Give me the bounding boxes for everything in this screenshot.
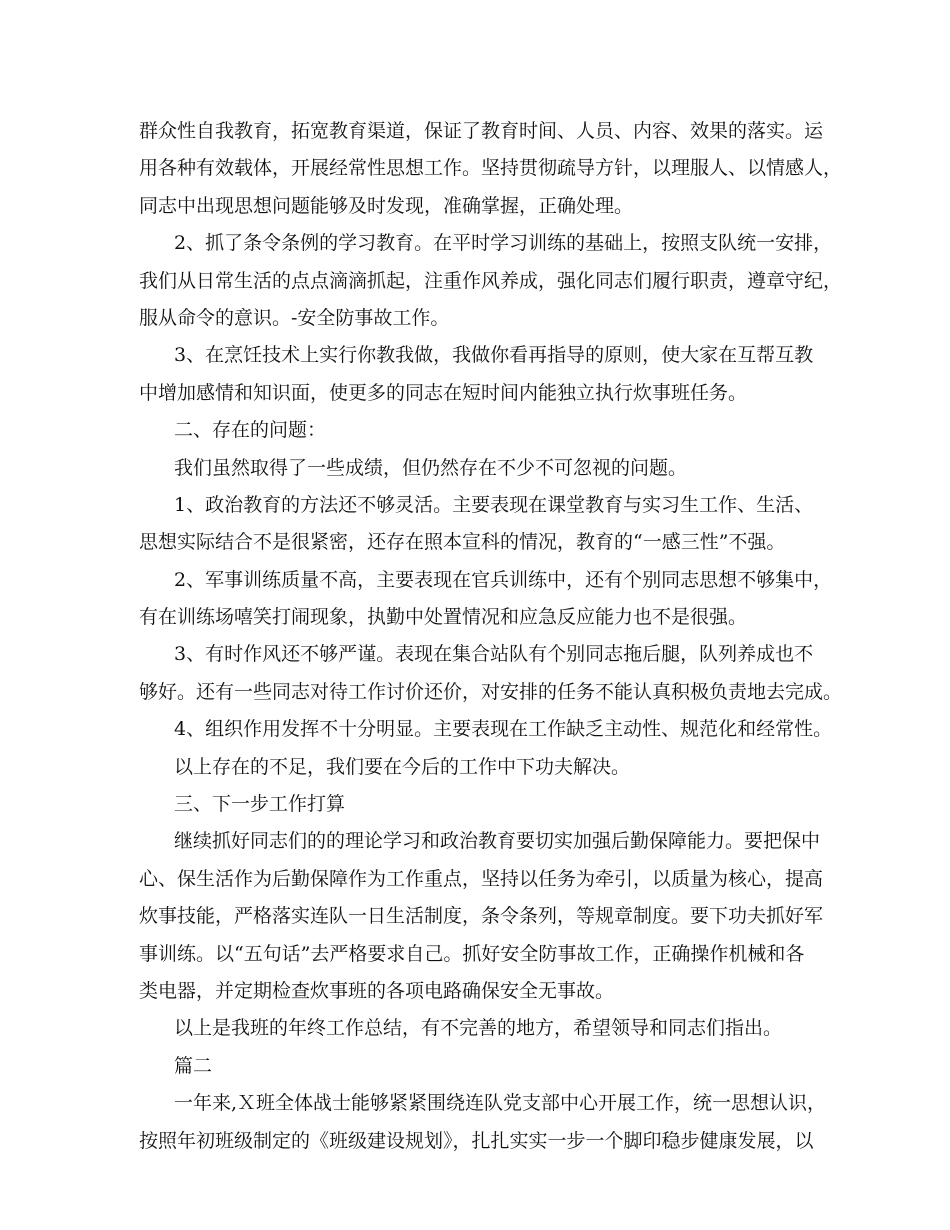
- text-line: 以上存在的不足，我们要在今后的工作中下功夫解决。: [174, 755, 631, 778]
- paragraph: [0, 711, 950, 748]
- text-line: 一年来,Ｘ班全体战士能够紧紧围绕连队党支部中心开展工作，统一思想认识，: [174, 1092, 827, 1115]
- text-line: 心、保生活作为后勤保障作为工作重点，坚持以任务为牵引，以质量为核心，提高: [139, 867, 824, 890]
- paragraph: [0, 749, 950, 786]
- paragraph: [0, 636, 950, 711]
- paragraph: [0, 1048, 950, 1085]
- text-line: 炊事技能，严格落实连队一日生活制度，条令条列，等规章制度。要下功夫抓好军: [139, 905, 824, 928]
- paragraph: [0, 487, 950, 562]
- text-line: 中增加感情和知识面，使更多的同志在短时间内能独立执行炊事班任务。: [139, 381, 748, 404]
- text-line: 用各种有效载体，开展经常性思想工作。坚持贯彻疏导方针，以理服人、以情感人，: [139, 157, 843, 180]
- paragraph: [0, 412, 950, 449]
- paragraph: [0, 225, 950, 337]
- paragraph: [0, 823, 950, 1010]
- paragraph: [0, 786, 950, 823]
- text-line: 按照年初班级制定的《班级建设规划》，扎扎实实一步一个脚印稳步健康发展，以: [139, 1129, 814, 1152]
- text-line: 我们从日常生活的点点滴滴抓起，注重作风养成，强化同志们履行职责，遵章守纪，: [139, 269, 843, 292]
- text-line: 3、在烹饪技术上实行你教我做，我做你看再指导的原则，使大家在互帮互教: [174, 344, 814, 367]
- document-body: [0, 113, 950, 1160]
- text-line: 4、组织作用发挥不十分明显。主要表现在工作缺乏主动性、规范化和经常性。: [174, 718, 833, 741]
- text-line: 我们虽然取得了一些成绩，但仍然存在不少不可忽视的问题。: [174, 456, 688, 479]
- text-line: 以上是我班的年终工作总结，有不完善的地方，希望领导和同志们指出。: [174, 1017, 783, 1040]
- text-line: 类电器，并定期检查炊事班的各项电路确保安全无事故。: [139, 979, 615, 1002]
- text-line: 2、军事训练质量不高，主要表现在官兵训练中，还有个别同志思想不够集中，: [174, 568, 833, 591]
- text-line: 继续抓好同志们的的理论学习和政治教育要切实加强后勤保障能力。要把保中: [174, 830, 821, 853]
- text-line: 1、政治教育的方法还不够灵活。主要表现在课堂教育与实习生工作、生活、: [174, 493, 814, 516]
- text-line: 2、抓了条令条例的学习教育。在平时学习训练的基础上，按照支队统一安排，: [174, 232, 833, 255]
- text-line: 服从命令的意识。-安全防事故工作。: [139, 306, 450, 329]
- text-line: 事训练。以“五句话”去严格要求自己。抓好安全防事故工作，正确操作机械和各: [139, 942, 805, 965]
- paragraph: [0, 337, 950, 412]
- text-line: 同志中出现思想问题能够及时发现，准确掌握，正确处理。: [139, 194, 634, 217]
- text-line: 3、有时作风还不够严谨。表现在集合站队有个别同志拖后腿，队列养成也不: [174, 643, 814, 666]
- paragraph: [0, 562, 950, 637]
- text-line: 有在训练场嘻笑打闹现象，执勤中处置情况和应急反应能力也不是很强。: [139, 606, 748, 629]
- text-line: 够好。还有一些同志对待工作讨价还价，对安排的任务不能认真积极负责地去完成。: [139, 680, 843, 703]
- text-line: 群众性自我教育，拓宽教育渠道，保证了教育时间、人员、内容、效果的落实。运: [139, 120, 824, 142]
- text-line: 三、下一步工作打算: [174, 793, 346, 816]
- paragraph: [0, 1085, 950, 1160]
- paragraph: [0, 450, 950, 487]
- paragraph: [0, 1010, 950, 1047]
- text-line: 思想实际结合不是很紧密，还存在照本宣科的情况，教育的“一感三性”不强。: [139, 531, 786, 554]
- paragraph: [0, 113, 950, 225]
- text-line: 篇二: [174, 1054, 213, 1077]
- text-line: 二、存在的问题：: [174, 419, 327, 442]
